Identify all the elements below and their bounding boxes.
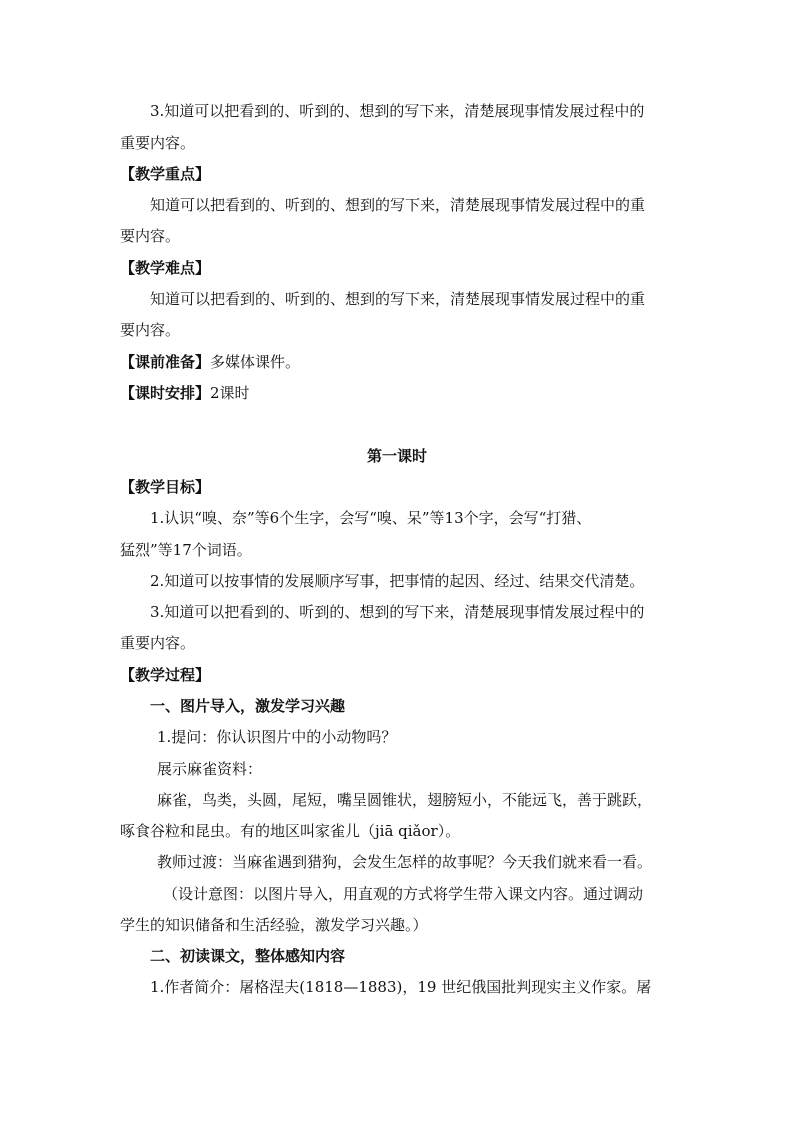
schedule-heading: 【课时安排】 [120,384,211,402]
preparation-heading: 【课前准备】 [120,353,211,371]
goals-heading: 【教学目标】 [120,478,211,496]
difficult-points-heading: 【教学难点】 [120,259,211,277]
author-intro-line: 1.作者简介：屠格涅夫(1818—1883)，19 世纪俄国批判现实主义作家。屠 [150,978,652,996]
difficult-points-line-1: 知道可以把看到的、听到的、想到的写下来，清楚展现事情发展过程中的重 [150,290,646,308]
goal-1-line-1: 1.认识“嗅、奈”等6个生字，会写“嗅、呆”等13个字，会写“打猎、 [150,509,592,527]
key-points-line-2: 要内容。 [120,227,181,245]
goal-2: 2.知道可以按事情的发展顺序写事，把事情的起因、经过、结果交代清楚。 [150,572,645,590]
section-2-heading: 二、初读课文，整体感知内容 [150,947,346,965]
key-points-line-1: 知道可以把看到的、听到的、想到的写下来，清楚展现事情发展过程中的重 [150,196,646,214]
key-points-heading: 【教学重点】 [120,165,211,183]
sparrow-info-line-1: 麻雀，鸟类，头圆，尾短，嘴呈圆锥状，翅膀短小，不能远飞，善于跳跃， [157,791,653,809]
goal-3-line-1: 3.知道可以把看到的、听到的、想到的写下来，清楚展现事情发展过程中的 [150,603,645,621]
design-intent-line-1: （设计意图：以图片导入，用直观的方式将学生带入课文内容。通过调动 [163,885,644,903]
section-1-heading: 一、图片导入，激发学习兴趣 [150,697,346,715]
teacher-transition: 教师过渡：当麻雀遇到猎狗，会发生怎样的故事呢？今天我们就来看一看。 [157,853,653,871]
sparrow-info-line-2: 啄食谷粒和昆虫。有的地区叫家雀儿（jiā qiǎor）。 [120,822,461,840]
goal-3-line-2: 重要内容。 [120,634,196,652]
difficult-points-line-2: 要内容。 [120,321,181,339]
goal-1-line-2: 猛烈”等17个词语。 [120,541,252,559]
design-intent-line-2: 学生的知识储备和生活经验，激发学习兴趣。） [120,916,428,934]
lesson-title: 第一课时 [366,447,427,465]
schedule-line [120,383,680,403]
objective-3-line-2: 重要内容。 [120,134,196,152]
process-heading: 【教学过程】 [120,666,211,684]
schedule-text: 2课时 [210,384,250,402]
preparation-text: 多媒体课件。 [210,353,301,371]
show-info: 展示麻雀资料： [157,760,263,778]
preparation-line [120,352,680,372]
question-1: 1.提问：你认识图片中的小动物吗？ [157,728,397,746]
objective-3-line-1: 3.知道可以把看到的、听到的、想到的写下来，清楚展现事情发展过程中的 [150,102,645,120]
